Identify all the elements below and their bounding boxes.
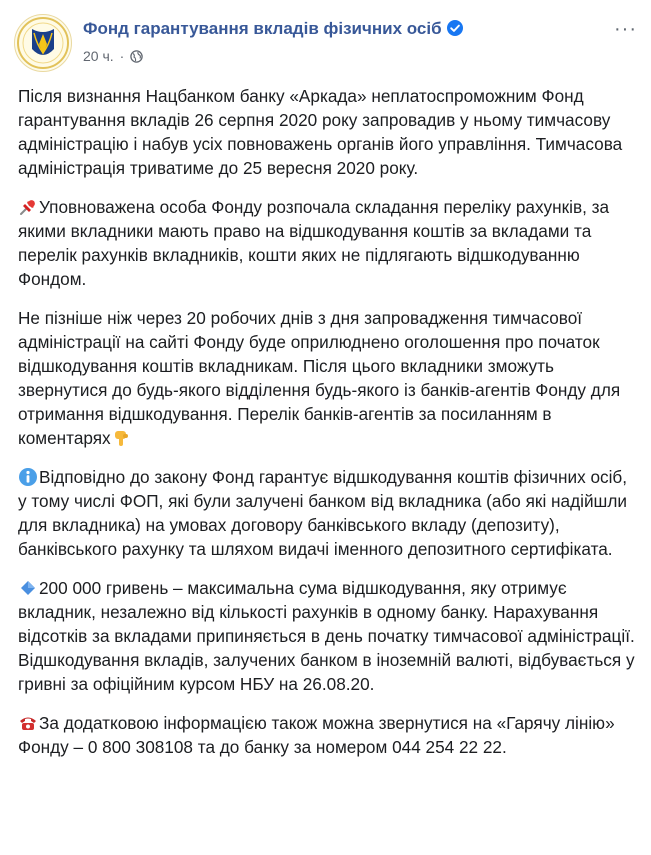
meta-separator: ·: [119, 48, 125, 64]
paragraph-4: [18, 465, 638, 561]
page-name-link[interactable]: [83, 19, 463, 39]
backhand-index-pointing-down-icon: [111, 428, 131, 448]
verified-badge-icon: [447, 20, 463, 36]
paragraph-1: [18, 84, 638, 180]
post-body: [18, 84, 638, 774]
telephone-icon: [18, 713, 38, 733]
post-header: [14, 12, 651, 72]
paragraph-3-text: Не пізніше ніж через 20 робочих днів з дня запровадження тимчасової адміністрації на сайті Фонду буде оприлюднено оголошення про початок відшкодування коштів вкладникам. Після цього вкладники зможуть звернутися до будь-якого відділення будь-якого із банків-агентів Фонду для отримання відшкодування. Перелік банків-агентів за посиланням в коментарях: [18, 308, 621, 448]
information-icon: [18, 467, 38, 487]
post-meta: [83, 48, 143, 64]
pushpin-icon: [18, 197, 38, 217]
globe-icon[interactable]: [130, 50, 143, 63]
page-name[interactable]: Фонд гарантування вкладів фізичних осіб: [83, 19, 442, 38]
paragraph-2-text: Уповноважена особа Фонду розпочала складання переліку рахунків, за якими вкладники мають право на відшкодування коштів за вкладами та перелік рахунків вкладників, кошти яких не підлягають відшкодуванню Фондом.: [18, 197, 610, 289]
paragraph-1-text: Після визнання Нацбанком банку «Аркада» неплатоспроможним Фонд гарантування вкладів 26 серпня 2020 року запровадив у ньому тимчасову адміністрацію і набув усіх повноважень органів його управління. Тимчасова адміністрація триватиме до 25 вересня 2020 року.: [18, 86, 623, 178]
paragraph-6: [18, 711, 638, 759]
post-time[interactable]: 20 ч.: [83, 48, 114, 64]
more-options-button[interactable]: ···: [614, 18, 637, 40]
paragraph-3: [18, 306, 638, 450]
paragraph-5: [18, 576, 638, 696]
fund-logo-icon[interactable]: [14, 14, 72, 72]
paragraph-2: [18, 195, 638, 291]
small-blue-diamond-icon: [18, 578, 38, 598]
paragraph-4-text: Відповідно до закону Фонд гарантує відшкодування коштів фізичних осіб, у тому числі ФОП, які були залучені банком від вкладника (або які надійшли для вкладника) на умовах договору банківського вкладу (депозиту), банківського рахунку та шляхом видачі іменного депозитного сертифіката.: [18, 467, 628, 559]
paragraph-6-text: За додатковою інформацією також можна звернутися на «Гарячу лінію» Фонду – 0 800 308108 та до банку за номером 044 254 22 22.: [18, 713, 615, 757]
paragraph-5-text: 200 000 гривень – максимальна сума відшкодування, яку отримує вкладник, незалежно від кількості рахунків в одному банку. Нарахування відсотків за вкладами припиняється в день початку тимчасової адміністрації. Відшкодування вкладів, залучених банком в іноземній валюті, відбувається у гривні за офіційним курсом НБУ на 26.08.20.: [18, 578, 635, 694]
